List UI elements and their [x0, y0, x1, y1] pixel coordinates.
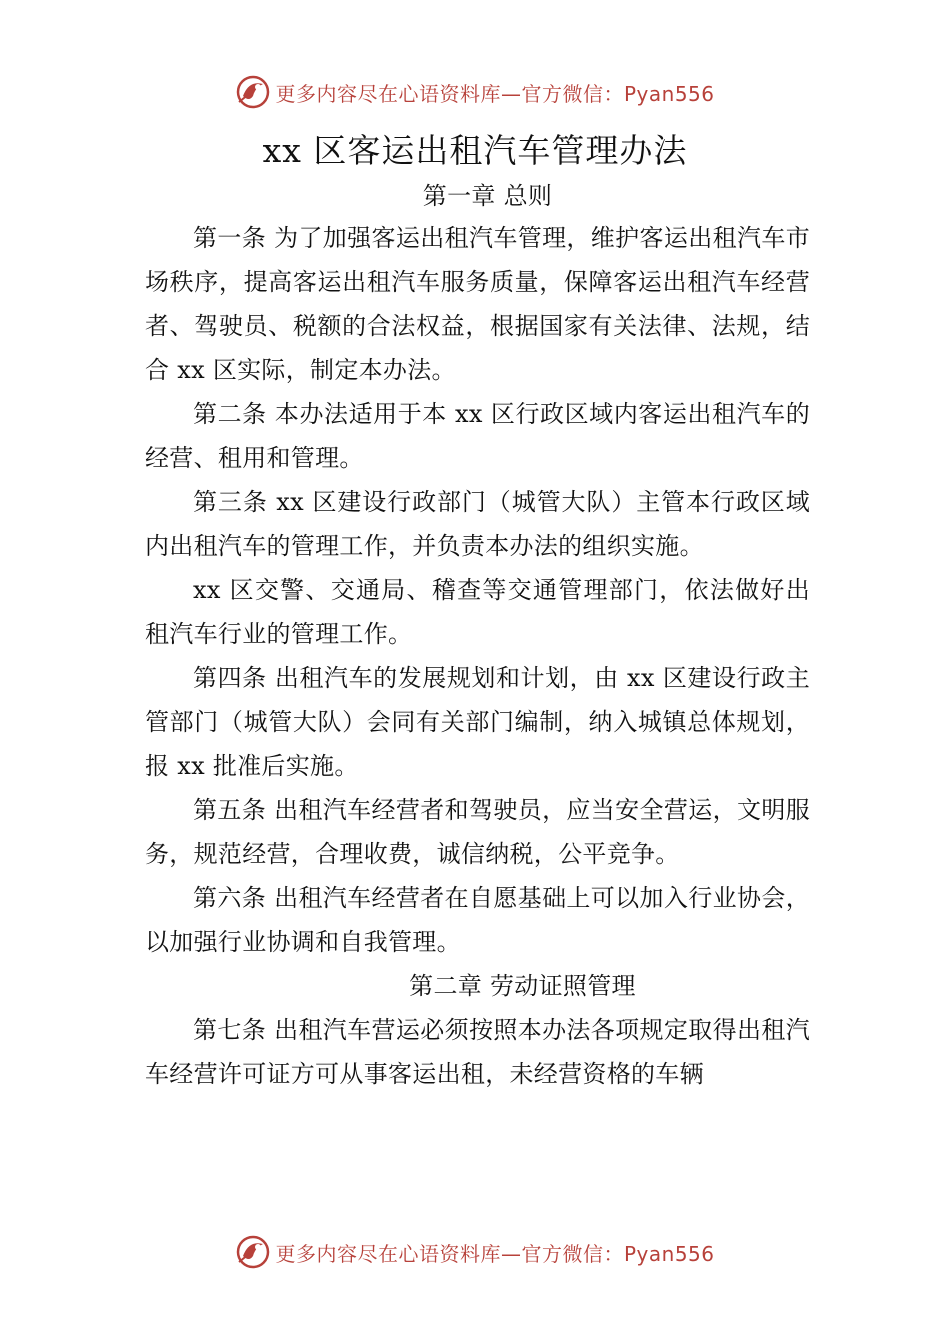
- scholar-logo-icon: [235, 74, 271, 110]
- article-paragraph: xx 区交警、交通局、稽查等交通管理部门，依法做好出租汽车行业的管理工作。: [145, 576, 810, 648]
- footer-watermark: [0, 1232, 950, 1272]
- chapter-heading: 第二章 劳动证照管理: [409, 972, 636, 1000]
- article-paragraph: 第一条 为了加强客运出租汽车管理，维护客运出租汽车市场秩序，提高客运出租汽车服务质量，保障客运出租汽车经营者、驾驶员、税额的合法权益，根据国家有关法律、法规，结合 xx 区实际，制定本办法。: [145, 224, 810, 384]
- chapter-heading: 第一章 总则: [422, 182, 553, 210]
- article-paragraph: 第五条 出租汽车经营者和驾驶员，应当安全营运，文明服务，规范经营，合理收费，诚信纳税，公平竞争。: [145, 796, 810, 868]
- watermark-wechat-id: Pyan556: [623, 1241, 715, 1266]
- article-paragraph: 第三条 xx 区建设行政部门（城管大队）主管本行政区域内出租汽车的管理工作，并负责本办法的组织实施。: [145, 488, 810, 560]
- watermark-text: 更多内容尽在心语资料库—官方微信：Pyan556: [275, 1241, 715, 1266]
- document-title: xx 区客运出租汽车管理办法: [262, 131, 688, 170]
- article-paragraph: 第六条 出租汽车经营者在自愿基础上可以加入行业协会，以加强行业协调和自我管理。: [145, 884, 810, 956]
- watermark-wechat-id: Pyan556: [623, 81, 715, 106]
- article-paragraph: 第七条 出租汽车营运必须按照本办法各项规定取得出租汽车经营许可证方可从事客运出租，未经营资格的车辆: [145, 1016, 810, 1088]
- header-watermark: [0, 72, 950, 112]
- article-paragraph: 第四条 出租汽车的发展规划和计划，由 xx 区建设行政主管部门（城管大队）会同有关部门编制，纳入城镇总体规划，报 xx 批准后实施。: [145, 664, 810, 780]
- document-body: [145, 176, 810, 1096]
- watermark-text: 更多内容尽在心语资料库—官方微信：Pyan556: [275, 81, 715, 106]
- article-paragraph: 第二条 本办法适用于本 xx 区行政区域内客运出租汽车的经营、租用和管理。: [145, 400, 810, 472]
- scholar-logo-icon: [235, 1234, 271, 1270]
